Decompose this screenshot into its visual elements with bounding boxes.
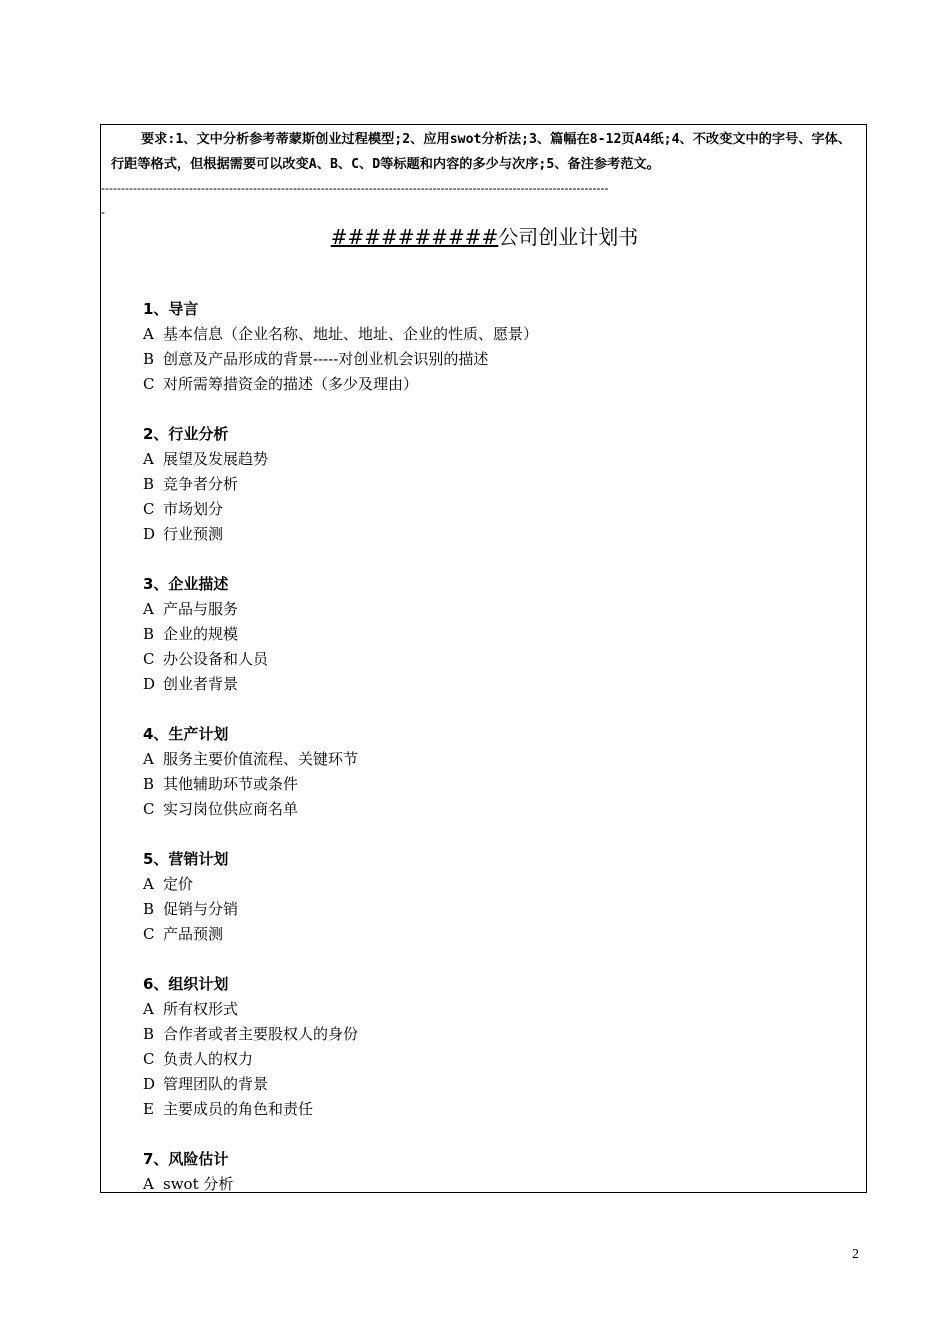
outline-item <box>143 1022 843 1047</box>
outline-item <box>143 447 843 472</box>
item-letter: C <box>143 375 155 393</box>
page-number: 2 <box>852 1247 859 1262</box>
outline-item <box>143 347 843 372</box>
item-letter: A <box>143 450 154 468</box>
outline-item <box>143 922 843 947</box>
item-letter: B <box>143 625 155 643</box>
item-letter: C <box>143 800 155 818</box>
requirements-note: 要求:1、文中分析参考蒂蒙斯创业过程模型;2、应用swot分析法;3、篇幅在8-12页A4纸;4、不改变文中的字号、字体、行距等格式，但根据需要可以改变A、B、C、D等标题和内容的多少与次序;5、备注参考范文。 <box>111 132 851 172</box>
outline-item <box>143 772 843 797</box>
item-letter: B <box>143 475 155 493</box>
item-text: 其他辅助环节或条件 <box>163 775 299 793</box>
item-text: 促销与分销 <box>163 900 239 918</box>
section-heading: 1、导言 <box>143 300 199 318</box>
section-heading: 4、生产计划 <box>143 725 229 743</box>
item-text: 市场划分 <box>163 500 224 518</box>
item-text: 行业预测 <box>163 525 224 543</box>
outline-item <box>143 897 843 922</box>
item-text: 竞争者分析 <box>163 475 239 493</box>
item-text: 产品与服务 <box>163 600 239 618</box>
section-heading: 7、风险估计 <box>143 1150 229 1168</box>
item-letter: A <box>143 1175 154 1193</box>
separator-dashes: ------------------------------------------------------------------------------------------------------------------------------- <box>101 181 609 195</box>
title-text: 公司创业计划书 <box>498 225 639 249</box>
outline-item <box>143 1172 843 1197</box>
outline-item <box>143 1097 843 1122</box>
item-letter: C <box>143 500 155 518</box>
section-heading: 3、企业描述 <box>143 575 229 593</box>
item-letter: C <box>143 650 155 668</box>
item-text: 办公设备和人员 <box>163 650 269 668</box>
item-text: 企业的规模 <box>163 625 239 643</box>
item-letter: E <box>143 1100 154 1118</box>
item-text: swot 分析 <box>163 1175 234 1193</box>
document-frame <box>100 124 867 1193</box>
item-letter: A <box>143 750 154 768</box>
item-letter: B <box>143 350 155 368</box>
outline-section <box>143 422 843 547</box>
outline-item <box>143 1072 843 1097</box>
outline-item <box>143 497 843 522</box>
item-text: 服务主要价值流程、关键环节 <box>163 750 359 768</box>
item-letter: D <box>143 1075 156 1093</box>
item-text: 合作者或者主要股权人的身份 <box>163 1025 359 1043</box>
outline-item <box>143 672 843 697</box>
item-letter: D <box>143 675 156 693</box>
document-title <box>101 223 868 251</box>
outline-item <box>143 322 843 347</box>
section-heading: 2、行业分析 <box>143 425 229 443</box>
item-letter: C <box>143 925 155 943</box>
item-text: 主要成员的角色和责任 <box>163 1100 314 1118</box>
outline-item <box>143 597 843 622</box>
outline-section <box>143 297 843 397</box>
item-letter: A <box>143 600 154 618</box>
item-letter: B <box>143 775 155 793</box>
item-letter: B <box>143 1025 155 1043</box>
item-letter: C <box>143 1050 155 1068</box>
item-text: 负责人的权力 <box>163 1050 254 1068</box>
outline-section <box>143 972 843 1122</box>
item-letter: B <box>143 900 155 918</box>
item-text: 实习岗位供应商名单 <box>163 800 299 818</box>
separator-tail: - <box>101 205 105 219</box>
item-letter: A <box>143 1000 154 1018</box>
title-placeholder: ########## <box>330 225 499 249</box>
outline-section <box>143 572 843 697</box>
outline-item <box>143 622 843 647</box>
outline-item <box>143 647 843 672</box>
item-text: 对所需筹措资金的描述（多少及理由） <box>163 375 419 393</box>
separator-line <box>101 176 861 224</box>
outline <box>143 297 843 1222</box>
outline-item <box>143 472 843 497</box>
outline-item <box>143 797 843 822</box>
item-text: 所有权形式 <box>163 1000 239 1018</box>
item-letter: D <box>143 525 156 543</box>
item-text: 创业者背景 <box>163 675 239 693</box>
item-text: 展望及发展趋势 <box>163 450 269 468</box>
section-heading: 6、组织计划 <box>143 975 229 993</box>
outline-section <box>143 847 843 947</box>
item-letter: A <box>143 875 154 893</box>
outline-section <box>143 1147 843 1197</box>
section-heading: 5、营销计划 <box>143 850 229 868</box>
item-text: 创意及产品形成的背景-----对创业机会识别的描述 <box>163 350 489 368</box>
outline-item <box>143 1047 843 1072</box>
item-letter: A <box>143 325 154 343</box>
outline-item <box>143 872 843 897</box>
item-text: 产品预测 <box>163 925 224 943</box>
outline-item <box>143 372 843 397</box>
item-text: 管理团队的背景 <box>163 1075 269 1093</box>
item-text: 基本信息（企业名称、地址、地址、企业的性质、愿景） <box>163 325 539 343</box>
outline-item <box>143 997 843 1022</box>
outline-section <box>143 722 843 822</box>
outline-item <box>143 747 843 772</box>
item-text: 定价 <box>163 875 194 893</box>
outline-item <box>143 522 843 547</box>
